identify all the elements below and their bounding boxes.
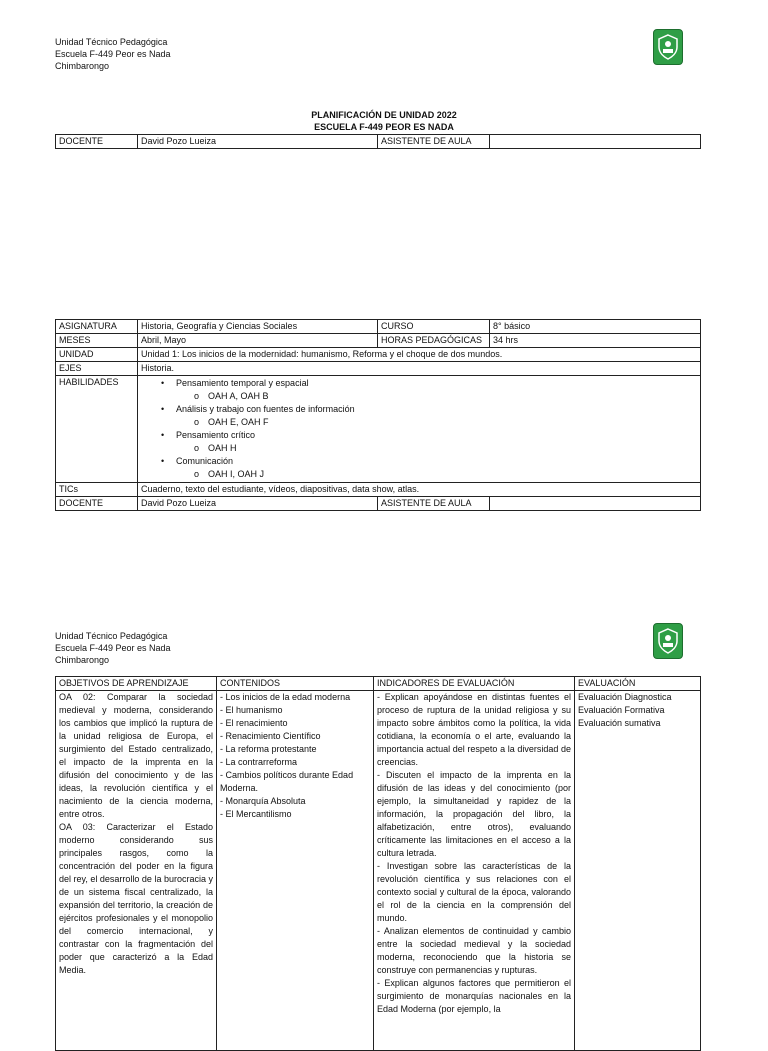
list-item: - El humanismo bbox=[220, 705, 283, 715]
header-line-unit: Unidad Técnico Pedagógica bbox=[55, 37, 168, 47]
indicador-item: - Investigan sobre las características de la revolución científica y sus relaciones con el contexto social y cultural de la época, valorando el rol de la ciencia en la comprensión del mundo. bbox=[377, 861, 571, 923]
list-item: - La reforma protestante bbox=[220, 744, 317, 754]
school-header bbox=[55, 630, 171, 666]
habilidad-sub-text: OAH I, OAH J bbox=[208, 469, 265, 479]
table-row bbox=[56, 376, 701, 483]
list-item bbox=[161, 429, 697, 455]
horas-label: HORAS PEDAGÓGICAS bbox=[378, 334, 490, 348]
indicador-item: - Analizan elementos de continuidad y cambio entre la sociedad medieval y la sociedad moderna, reconociendo que la historia se construye con permanencias y rupturas. bbox=[377, 926, 571, 975]
table-row bbox=[56, 362, 701, 376]
habilidad-sub: o OAH H bbox=[194, 443, 237, 453]
list-item: - Monarquía Absoluta bbox=[220, 796, 306, 806]
header-line-unit: Unidad Técnico Pedagógica bbox=[55, 631, 168, 641]
list-item: Evaluación Formativa bbox=[578, 705, 665, 715]
habilidad-name: Análisis y trabajo con fuentes de información bbox=[176, 404, 355, 414]
habilidades-value bbox=[138, 376, 701, 483]
school-crest-icon bbox=[653, 29, 683, 65]
docente-value: David Pozo Lueiza bbox=[138, 497, 378, 511]
list-item: - Los inicios de la edad moderna bbox=[220, 692, 351, 702]
list-item: - El Mercantilismo bbox=[220, 809, 292, 819]
meses-value: Abril, Mayo bbox=[138, 334, 378, 348]
table-row bbox=[56, 691, 701, 1051]
list-item bbox=[161, 403, 697, 429]
indicador-item: - Explican algunos factores que permitieron el surgimiento de monarquías nacionales en la Edad Moderna (por ejemplo, la bbox=[377, 978, 571, 1014]
docente-table bbox=[55, 134, 701, 149]
habilidad-sub: o OAH E, OAH F bbox=[194, 417, 269, 427]
column-header: INDICADORES DE EVALUACIÓN bbox=[374, 677, 575, 691]
indicador-item: - Discuten el impacto de la imprenta en la difusión de las ideas y del conocimiento (por ejemplo, la simultaneidad y rapidez de la información, la propagación del libro, la alfabetización, entre otros), evaluando críticamente las limitaciones en el acceso a la cultura letrada. bbox=[377, 770, 571, 858]
table-row bbox=[56, 497, 701, 511]
header-line-city: Chimbarongo bbox=[55, 61, 110, 71]
list-item: - Renacimiento Científico bbox=[220, 731, 321, 741]
tics-value: Cuaderno, texto del estudiante, vídeos, diapositivas, data show, atlas. bbox=[138, 483, 701, 497]
indicadores-cell bbox=[374, 691, 575, 1051]
horas-value: 34 hrs bbox=[490, 334, 701, 348]
table-header-row bbox=[56, 677, 701, 691]
table-row bbox=[56, 348, 701, 362]
list-item: Evaluación sumativa bbox=[578, 718, 661, 728]
column-header: EVALUACIÓN bbox=[575, 677, 701, 691]
unidad-value: Unidad 1: Los inicios de la modernidad: humanismo, Reforma y el choque de dos mundos. bbox=[138, 348, 701, 362]
document-title bbox=[0, 109, 768, 133]
list-item bbox=[161, 455, 697, 481]
habilidad-name: Comunicación bbox=[176, 456, 234, 466]
asistente-value bbox=[490, 497, 701, 511]
column-header: CONTENIDOS bbox=[217, 677, 374, 691]
list-item: - La contrarreforma bbox=[220, 757, 298, 767]
habilidad-sub-text: OAH E, OAH F bbox=[208, 417, 269, 427]
habilidad-sub-text: OAH H bbox=[208, 443, 237, 453]
column-header: OBJETIVOS DE APRENDIZAJE bbox=[56, 677, 217, 691]
school-header bbox=[55, 36, 171, 72]
table-row bbox=[56, 483, 701, 497]
header-line-city: Chimbarongo bbox=[55, 655, 110, 665]
asignatura-label: ASIGNATURA bbox=[56, 320, 138, 334]
evaluacion-cell bbox=[575, 691, 701, 1051]
habilidad-name: Pensamiento crítico bbox=[176, 430, 256, 440]
indicador-item: - Explican apoyándose en distintas fuentes el proceso de ruptura de la unidad religiosa y su impacto sobre ámbitos como la política, la vida cotidiana, la economía o el arte, evaluando la importancia actual del respeto a la diversidad de creencias. bbox=[377, 692, 571, 767]
curso-value: 8° básico bbox=[490, 320, 701, 334]
docente-label: DOCENTE bbox=[56, 497, 138, 511]
habilidades-list bbox=[141, 377, 697, 481]
habilidad-sub: o OAH I, OAH J bbox=[194, 469, 265, 479]
asistente-label: ASISTENTE DE AULA bbox=[378, 497, 490, 511]
docente-label: DOCENTE bbox=[56, 135, 138, 149]
meses-label: MESES bbox=[56, 334, 138, 348]
title-line-2: ESCUELA F-449 PEOR ES NADA bbox=[314, 122, 454, 132]
habilidad-name: Pensamiento temporal y espacial bbox=[176, 378, 309, 388]
title-line-1: PLANIFICACIÓN DE UNIDAD 2022 bbox=[311, 110, 457, 120]
tics-label: TICs bbox=[56, 483, 138, 497]
asistente-label: ASISTENTE DE AULA bbox=[378, 135, 490, 149]
ejes-value: Historia. bbox=[138, 362, 701, 376]
list-item: Evaluación Diagnostica bbox=[578, 692, 672, 702]
table-row bbox=[56, 135, 701, 149]
habilidad-sub: o OAH A, OAH B bbox=[194, 391, 269, 401]
plan-table bbox=[55, 676, 701, 1051]
habilidades-label: HABILIDADES bbox=[56, 376, 138, 483]
table-row bbox=[56, 334, 701, 348]
objetivos-cell bbox=[56, 691, 217, 1051]
table-row bbox=[56, 320, 701, 334]
school-crest-icon bbox=[653, 623, 683, 659]
header-line-school: Escuela F-449 Peor es Nada bbox=[55, 49, 171, 59]
curso-label: CURSO bbox=[378, 320, 490, 334]
asistente-value bbox=[490, 135, 701, 149]
objetivo-item: OA 02: Comparar la sociedad medieval y moderna, considerando los cambios que implicó la ruptura de la unidad religiosa de Europa, el surgimiento del Estado centralizado, el impacto de la imprenta en la difusión del conocimiento y de las ideas, la revolución científica y el nacimiento de la ciencia moderna, entre otros. bbox=[59, 692, 213, 819]
unidad-label: UNIDAD bbox=[56, 348, 138, 362]
habilidad-sub-text: OAH A, OAH B bbox=[208, 391, 269, 401]
objetivo-item: OA 03: Caracterizar el Estado moderno considerando sus principales rasgos, como la concentración del poder en la figura del rey, el desarrollo de la burocracia y de un sistema fiscal centralizado, la expansión del territorio, la creación de ejércitos profesionales y el monopolio del comercio internacional, y contrastar con la fragmentación del poder que caracterizó a la Edad Media. bbox=[59, 822, 213, 975]
list-item bbox=[161, 377, 697, 403]
asignatura-value: Historia, Geografía y Ciencias Sociales bbox=[138, 320, 378, 334]
ejes-label: EJES bbox=[56, 362, 138, 376]
header-line-school: Escuela F-449 Peor es Nada bbox=[55, 643, 171, 653]
docente-value: David Pozo Lueiza bbox=[138, 135, 378, 149]
list-item: - Cambios políticos durante Edad Moderna. bbox=[220, 770, 354, 793]
contenidos-cell bbox=[217, 691, 374, 1051]
list-item: - El renacimiento bbox=[220, 718, 288, 728]
info-table bbox=[55, 319, 701, 511]
